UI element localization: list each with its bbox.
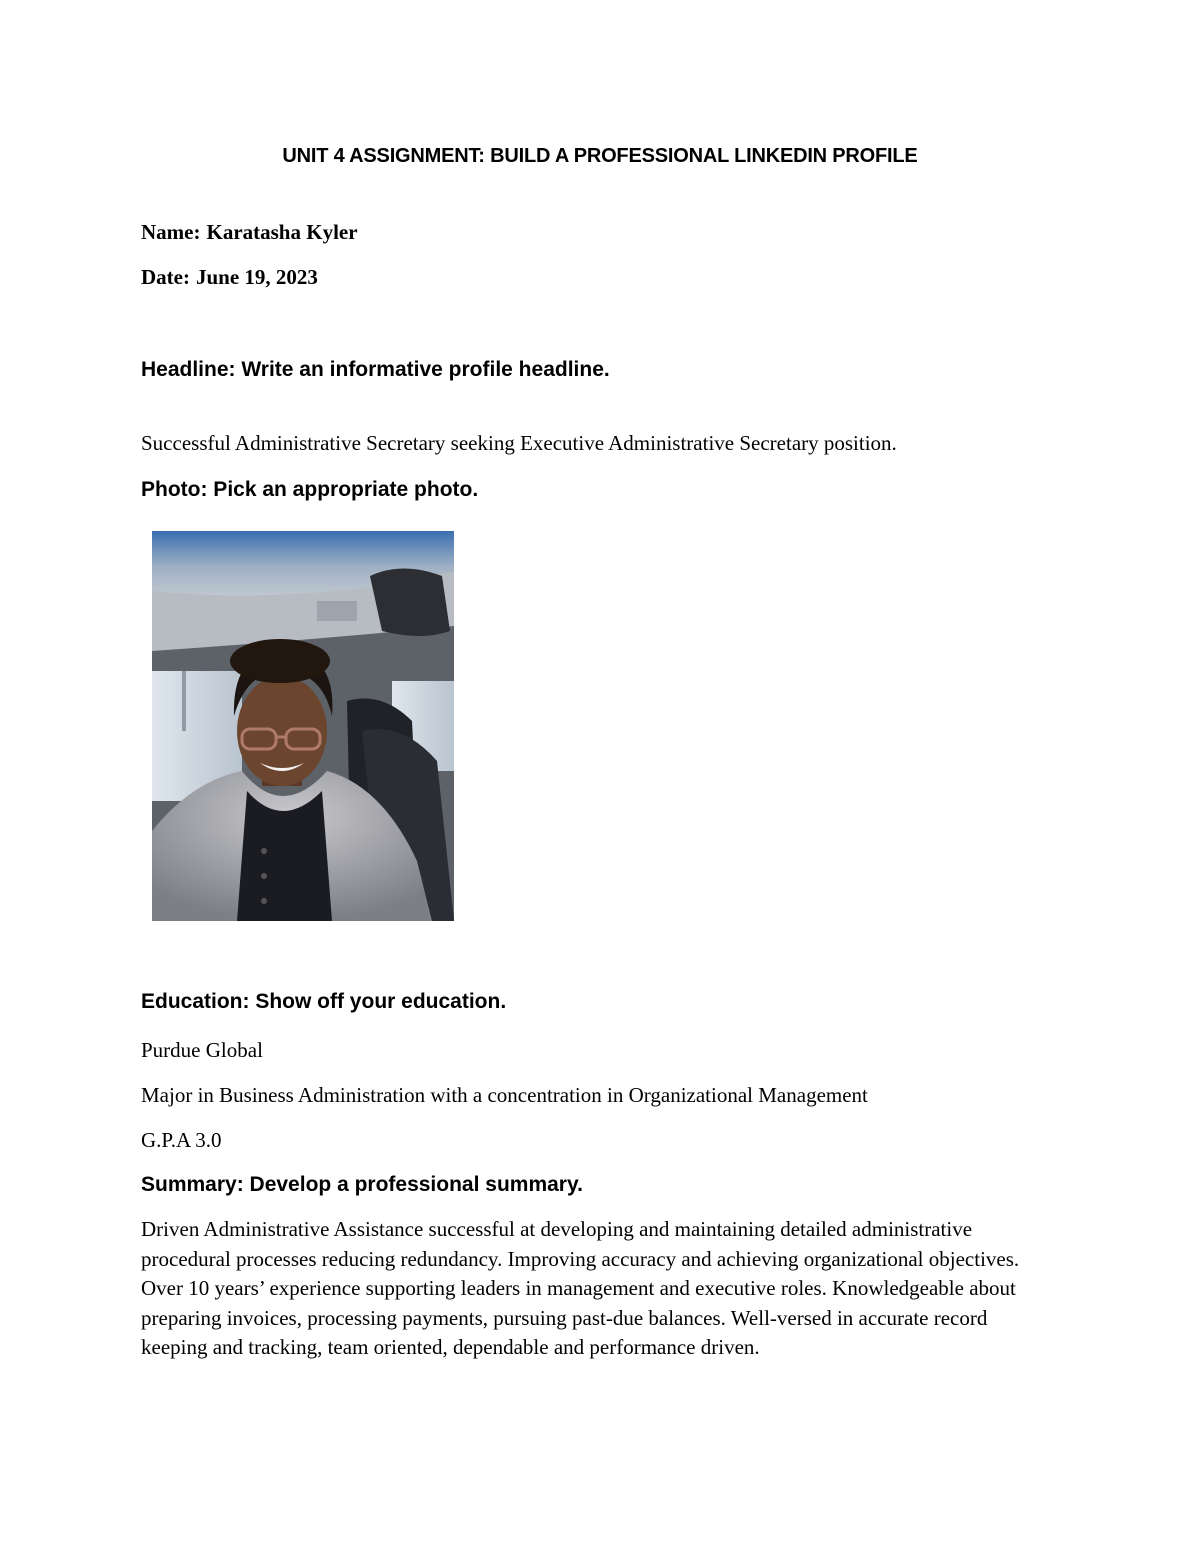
profile-photo [152,531,454,921]
headline-text: Successful Administrative Secretary seeking Executive Administrative Secretary position. [141,431,897,455]
date-line [141,265,318,290]
education-major: Major in Business Administration with a concentration in Organizational Management [141,1083,868,1107]
profile-photo-image [152,531,454,921]
date-value: June 19, 2023 [195,265,318,289]
education-gpa: G.P.A 3.0 [141,1128,222,1152]
photo-heading: Photo: Pick an appropriate photo. [141,478,479,501]
headline-heading: Headline: Write an informative profile headline. [141,358,610,381]
date-label: Date: [141,265,190,289]
assignment-title: UNIT 4 ASSIGNMENT: BUILD A PROFESSIONAL LINKEDIN PROFILE [282,145,918,167]
summary-heading: Summary: Develop a professional summary. [141,1173,583,1196]
education-school: Purdue Global [141,1038,263,1062]
summary-text: Driven Administrative Assistance successful at developing and maintaining detailed administrative procedural processes reducing redundancy. Improving accuracy and achieving organizational objectives. Over 10 years’ experience supporting leaders in management and executive roles. Knowledgeable about preparing invoices, processing payments, pursuing past-due balances. Well-versed in accurate record keeping and tracking, team oriented, dependable and performance driven. [141,1217,1020,1359]
name-line [141,220,358,245]
education-heading: Education: Show off your education. [141,990,507,1013]
name-label: Name: [141,220,201,244]
name-value: Karatasha Kyler [206,220,358,244]
